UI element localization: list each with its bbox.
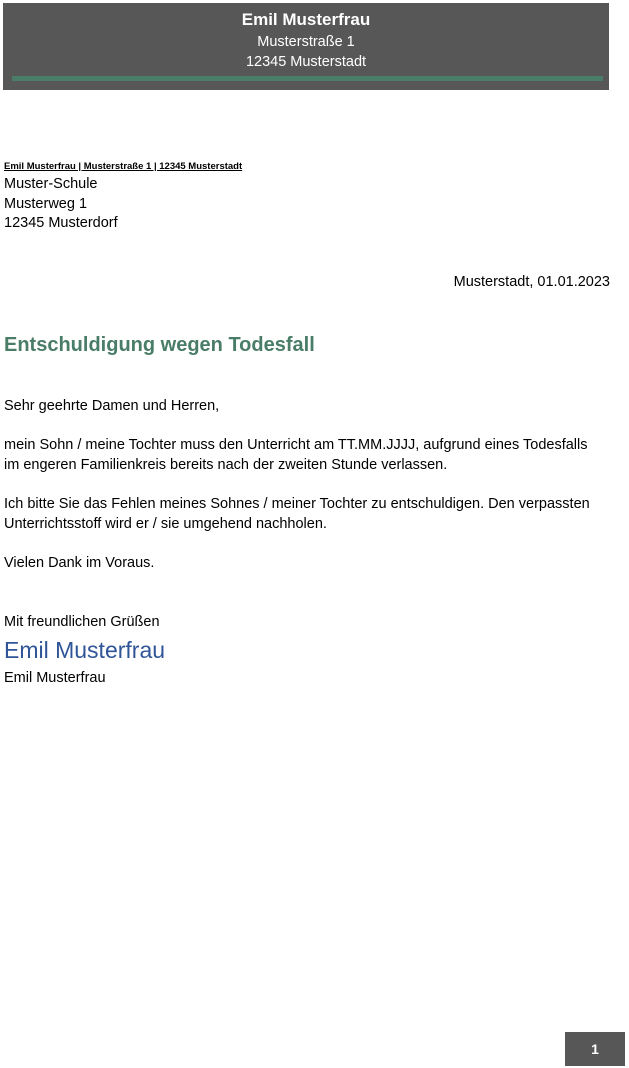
body-paragraph-2: Ich bitte Sie das Fehlen meines Sohnes / meiner Tochter zu entschuldigen. Den verpassten Unterrichtsstoff wird er / sie umgehend nachholen. (4, 496, 590, 532)
salutation: Sehr geehrte Damen und Herren, (4, 398, 220, 414)
signer-name: Emil Musterfrau (4, 670, 106, 686)
letter-subject: Entschuldigung wegen Todesfall (4, 334, 315, 356)
page-number: 1 (565, 1032, 625, 1066)
recipient-city: 12345 Musterdorf (4, 215, 118, 231)
letterhead (3, 3, 609, 90)
sender-return-address: Emil Musterfrau | Musterstraße 1 | 12345 Musterstadt (4, 161, 243, 172)
letterhead-street: Musterstraße 1 (257, 34, 355, 50)
recipient-street: Musterweg 1 (4, 195, 88, 212)
letterhead-accent-rule (12, 76, 603, 81)
closing: Mit freundlichen Grüßen (4, 614, 160, 630)
body-paragraph-3: Vielen Dank im Voraus. (4, 555, 155, 571)
recipient-name: Muster-Schule (4, 176, 98, 192)
letter-date: Musterstadt, 01.01.2023 (453, 274, 610, 290)
signature: Emil Musterfrau (4, 637, 166, 663)
body-paragraph-1: mein Sohn / meine Tochter muss den Unterricht am TT.MM.JJJJ, aufgrund eines Todesfalls im engeren Familienkreis bereits nach der zweiten Stunde verlassen. (4, 437, 588, 473)
letterhead-name: Emil Musterfrau (241, 10, 371, 29)
recipient-address (4, 175, 118, 234)
letterhead-city: 12345 Musterstadt (245, 54, 367, 70)
